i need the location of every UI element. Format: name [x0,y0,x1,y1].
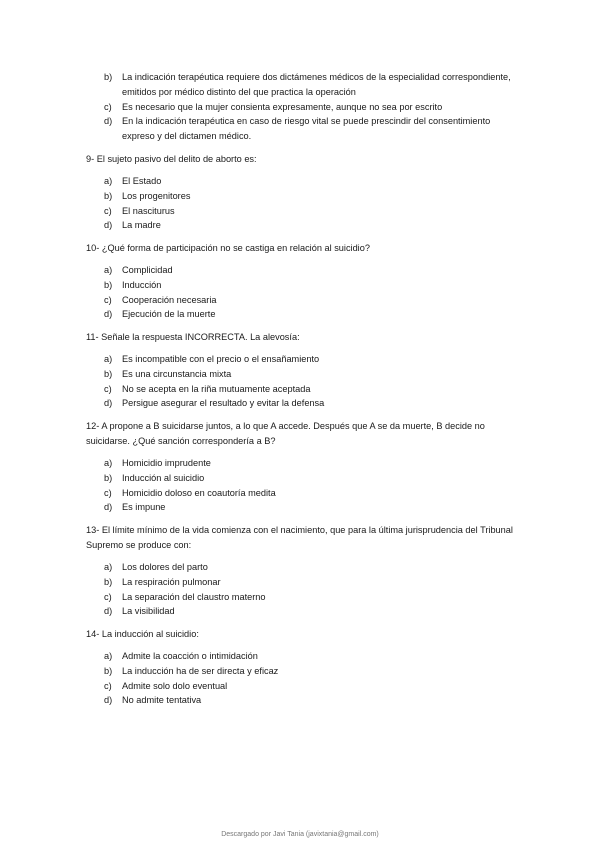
list-item [104,486,516,501]
question-13: 13- El límite mínimo de la vida comienza con el nacimiento, que para la última jurisprudencia del Tribunal Supremo se produce con: [86,525,513,550]
list-item [104,471,516,486]
option-letter: c) [104,383,112,394]
option-letter: b) [104,190,113,201]
question-14: 14- La inducción al suicidio: [86,629,199,639]
list-item [104,604,516,619]
question-9: 9- El sujeto pasivo del delito de aborto es: [86,154,257,164]
question-14-options [104,649,516,708]
option-letter: c) [104,680,112,691]
list-item [104,114,516,144]
list-item [104,204,516,219]
question-12: 12- A propone a B suicidarse juntos, a lo que A accede. Después que A se da muerte, B decide no suicidarse. ¿Qué sanción correspondería a B? [86,421,485,446]
list-item [104,307,516,322]
option-letter: d) [104,220,113,231]
option-letter: d) [104,116,113,127]
option-letter: a) [104,562,113,572]
option-letter: a) [104,651,113,661]
option-text: La inducción ha de ser directa y eficaz [122,665,279,676]
option-letter: c) [104,294,112,305]
option-text: Es necesario que la mujer consienta expresamente, aunque no sea por escrito [122,101,443,112]
list-item [104,263,516,278]
option-text: El nasciturus [122,205,175,216]
list-item [104,218,516,233]
option-text: El Estado [122,176,162,186]
option-letter: b) [104,665,113,676]
option-text: La indicación terapéutica requiere dos dictámenes médicos de la especialidad correspondiente, emitidos por médico distinto del que practica la operación [122,72,511,97]
list-item [104,649,516,664]
option-letter: b) [104,472,113,483]
option-text: Inducción [122,279,162,290]
option-text: Los progenitores [122,190,191,201]
list-item [104,382,516,397]
list-item [104,679,516,694]
option-letter: c) [104,591,112,602]
option-text: Homicidio doloso en coautoría medita [122,487,276,498]
option-letter: d) [104,695,113,706]
option-letter: a) [104,176,113,186]
question-10: 10- ¿Qué forma de participación no se castiga en relación al suicidio? [86,243,370,253]
option-text: No se acepta en la riña mutuamente aceptada [122,383,311,394]
list-item [104,575,516,590]
option-text: Homicidio imprudente [122,458,211,468]
option-letter: a) [104,458,113,468]
option-letter: b) [104,279,113,290]
option-letter: c) [104,205,112,216]
question-12-options [104,456,516,515]
list-item [104,560,516,575]
list-item [104,100,516,115]
option-letter: b) [104,576,113,587]
option-text: En la indicación terapéutica en caso de riesgo vital se puede prescindir del consentimiento expreso y del dictamen médico. [122,116,491,142]
question-10-options [104,263,516,322]
list-item [104,500,516,515]
option-text: La visibilidad [122,606,175,617]
option-text: No admite tentativa [122,695,202,706]
option-letter: a) [104,265,113,275]
option-text: Los dolores del parto [122,562,208,572]
option-letter: b) [104,368,113,379]
option-text: Es una circunstancia mixta [122,368,232,379]
list-item [104,189,516,204]
list-item [104,456,516,471]
option-letter: d) [104,606,113,617]
option-text: La respiración pulmonar [122,576,221,587]
list-item [104,396,516,411]
option-text: Admite solo dolo eventual [122,680,228,691]
option-letter: d) [104,502,113,513]
list-item [104,70,516,100]
question-13-options [104,560,516,619]
list-item [104,293,516,308]
question-11: 11- Señale la respuesta INCORRECTA. La alevosía: [86,332,300,342]
option-letter: d) [104,309,113,320]
carryover-options [104,70,516,144]
option-letter: b) [104,72,113,82]
list-item [104,278,516,293]
question-11-options [104,352,516,411]
option-text: La separación del claustro materno [122,591,266,602]
list-item [104,693,516,708]
option-letter: a) [104,354,113,364]
option-text: Inducción al suicidio [122,472,205,483]
option-text: La madre [122,220,161,231]
option-text: Persigue asegurar el resultado y evitar la defensa [122,398,325,409]
option-text: Complicidad [122,265,173,275]
option-text: Es incompatible con el precio o el ensañamiento [122,354,320,364]
option-letter: d) [104,398,113,409]
option-letter: c) [104,101,112,112]
list-item [104,590,516,605]
option-text: Admite la coacción o intimidación [122,651,258,661]
download-footer: Descargado por Javi Tania (javixtania@gmail.com) [221,831,379,838]
option-text: Ejecución de la muerte [122,309,216,320]
option-text: Es impune [122,502,166,513]
list-item [104,367,516,382]
question-9-options [104,174,516,233]
list-item [104,174,516,189]
list-item [104,352,516,367]
list-item [104,664,516,679]
option-letter: c) [104,487,112,498]
option-text: Cooperación necesaria [122,294,217,305]
